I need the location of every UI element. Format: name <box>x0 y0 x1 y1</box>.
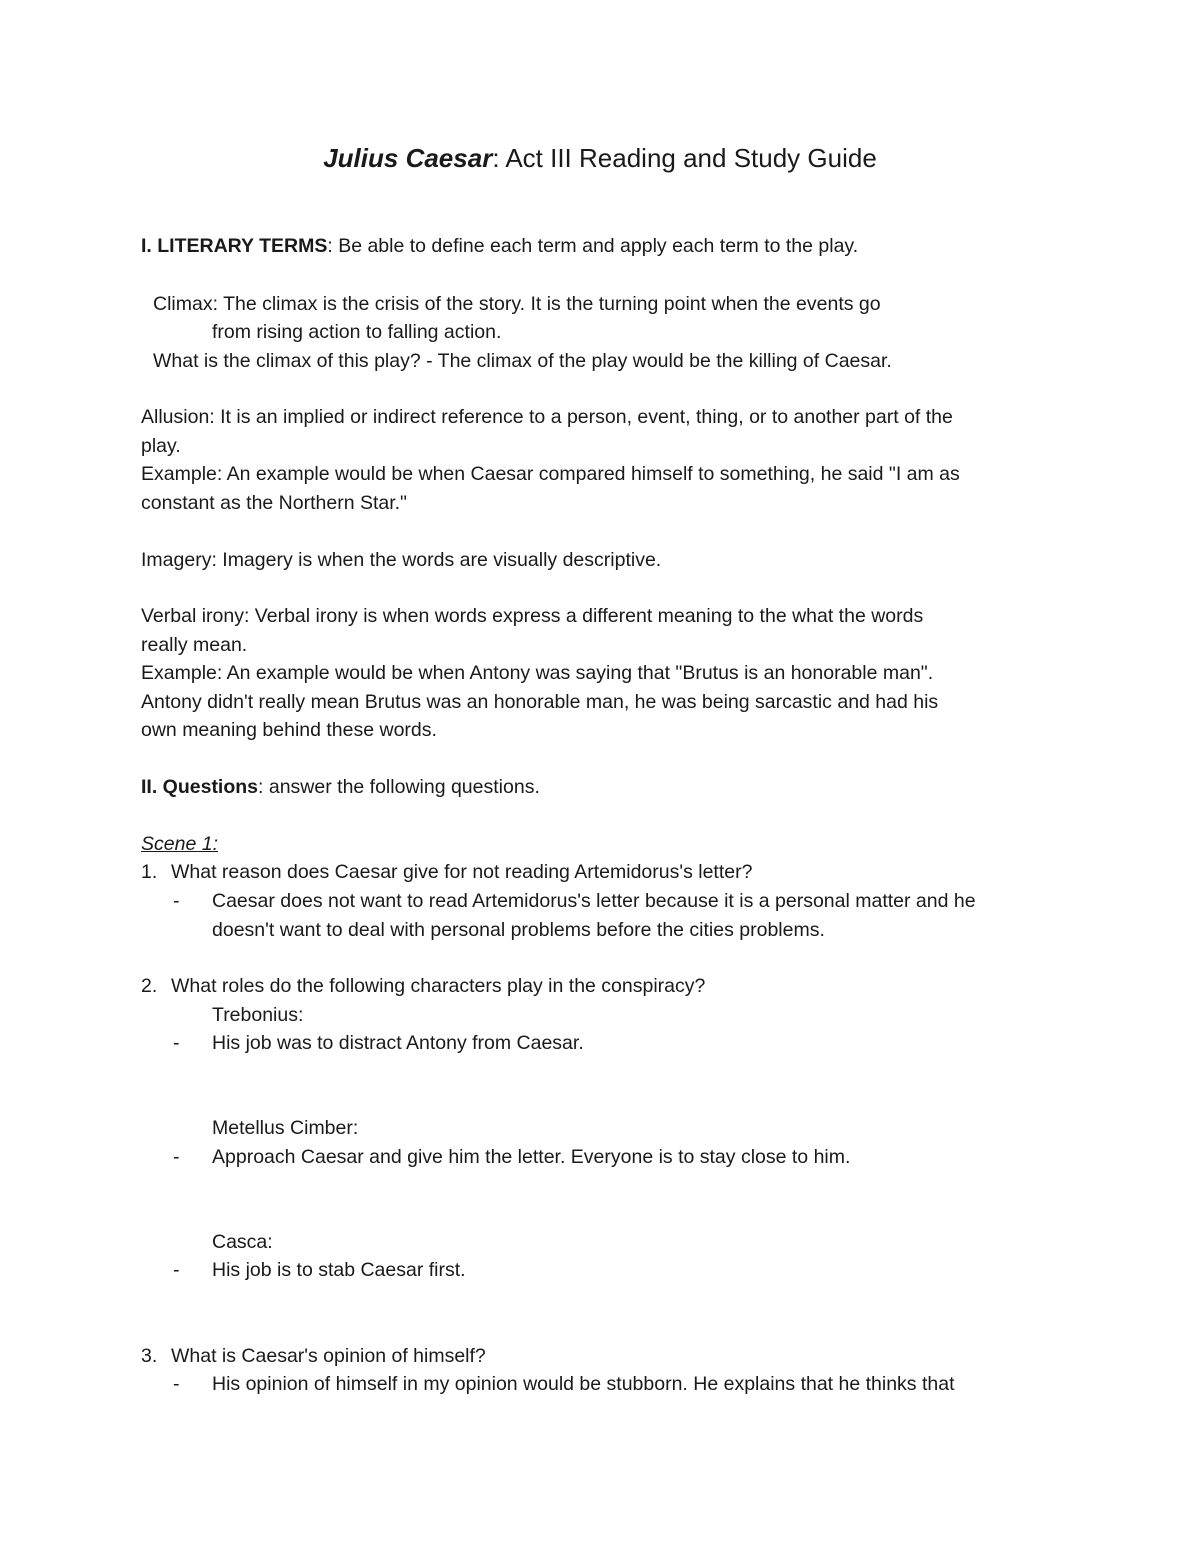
allusion-line1: Allusion: It is an implied or indirect reference to a person, event, thing, or to another part of the <box>141 406 953 428</box>
bullet-dash: - <box>173 1032 180 1054</box>
section1-instruction: : Be able to define each term and apply each term to the play. <box>327 235 859 257</box>
allusion-line3: Example: An example would be when Caesar compared himself to something, he said "I am as <box>141 463 960 485</box>
question-2 <box>141 972 705 1001</box>
scene-line <box>141 830 218 859</box>
bullet-dash: - <box>173 1259 180 1281</box>
question-1-text: What reason does Caesar give for not reading Artemidorus's letter? <box>171 861 753 883</box>
question-1 <box>141 858 752 887</box>
irony-line4: Antony didn't really mean Brutus was an honorable man, he was being sarcastic and had his <box>141 691 939 713</box>
bullet-dash: - <box>173 1373 180 1395</box>
question-1-number: 1. <box>141 861 158 883</box>
section2-heading: II. Questions <box>141 776 259 798</box>
character-casca: Casca: <box>212 1231 273 1253</box>
scene-label: Scene 1 <box>141 833 213 855</box>
climax-line1: Climax: The climax is the crisis of the story. It is the turning point when the events go <box>153 293 881 315</box>
irony-line2: really mean. <box>141 634 248 656</box>
imagery-line1: Imagery: Imagery is when the words are visually descriptive. <box>141 549 662 571</box>
allusion-line4: constant as the Northern Star." <box>141 492 407 514</box>
question-3-answer-line1: His opinion of himself in my opinion would be stubborn. He explains that he thinks that <box>212 1373 955 1395</box>
title-rest: : Act III Reading and Study Guide <box>492 143 877 173</box>
allusion-line2: play. <box>141 435 181 457</box>
section1-heading: I. LITERARY TERMS <box>141 235 328 257</box>
character-trebonius: Trebonius: <box>212 1004 304 1026</box>
section1-line <box>141 232 858 261</box>
question-3-number: 3. <box>141 1345 158 1367</box>
climax-line3: What is the climax of this play? - The climax of the play would be the killing of Caesar. <box>153 350 892 372</box>
question-2-number: 2. <box>141 975 158 997</box>
section2-line <box>141 773 540 802</box>
metellus-answer: Approach Caesar and give him the letter. Everyone is to stay close to him. <box>212 1146 851 1168</box>
question-1-answer-line2: doesn't want to deal with personal problems before the cities problems. <box>212 919 825 941</box>
title-italic: Julius Caesar <box>323 143 493 173</box>
scene-colon: : <box>212 833 218 855</box>
question-2-text: What roles do the following characters play in the conspiracy? <box>171 975 706 997</box>
irony-line5: own meaning behind these words. <box>141 719 437 741</box>
bullet-dash: - <box>173 1146 180 1168</box>
character-metellus: Metellus Cimber: <box>212 1117 359 1139</box>
trebonius-answer: His job was to distract Antony from Caesar. <box>212 1032 584 1054</box>
question-1-answer-line1: Caesar does not want to read Artemidorus's letter because it is a personal matter and he <box>212 890 976 912</box>
bullet-dash: - <box>173 890 180 912</box>
document-title <box>0 140 1200 176</box>
question-3-text: What is Caesar's opinion of himself? <box>171 1345 486 1367</box>
climax-line2: from rising action to falling action. <box>212 321 502 343</box>
casca-answer: His job is to stab Caesar first. <box>212 1259 466 1281</box>
irony-line3: Example: An example would be when Antony was saying that "Brutus is an honorable man". <box>141 662 934 684</box>
irony-line1: Verbal irony: Verbal irony is when words express a different meaning to the what the words <box>141 605 924 627</box>
question-3 <box>141 1342 486 1371</box>
section2-instruction: : answer the following questions. <box>258 776 540 798</box>
